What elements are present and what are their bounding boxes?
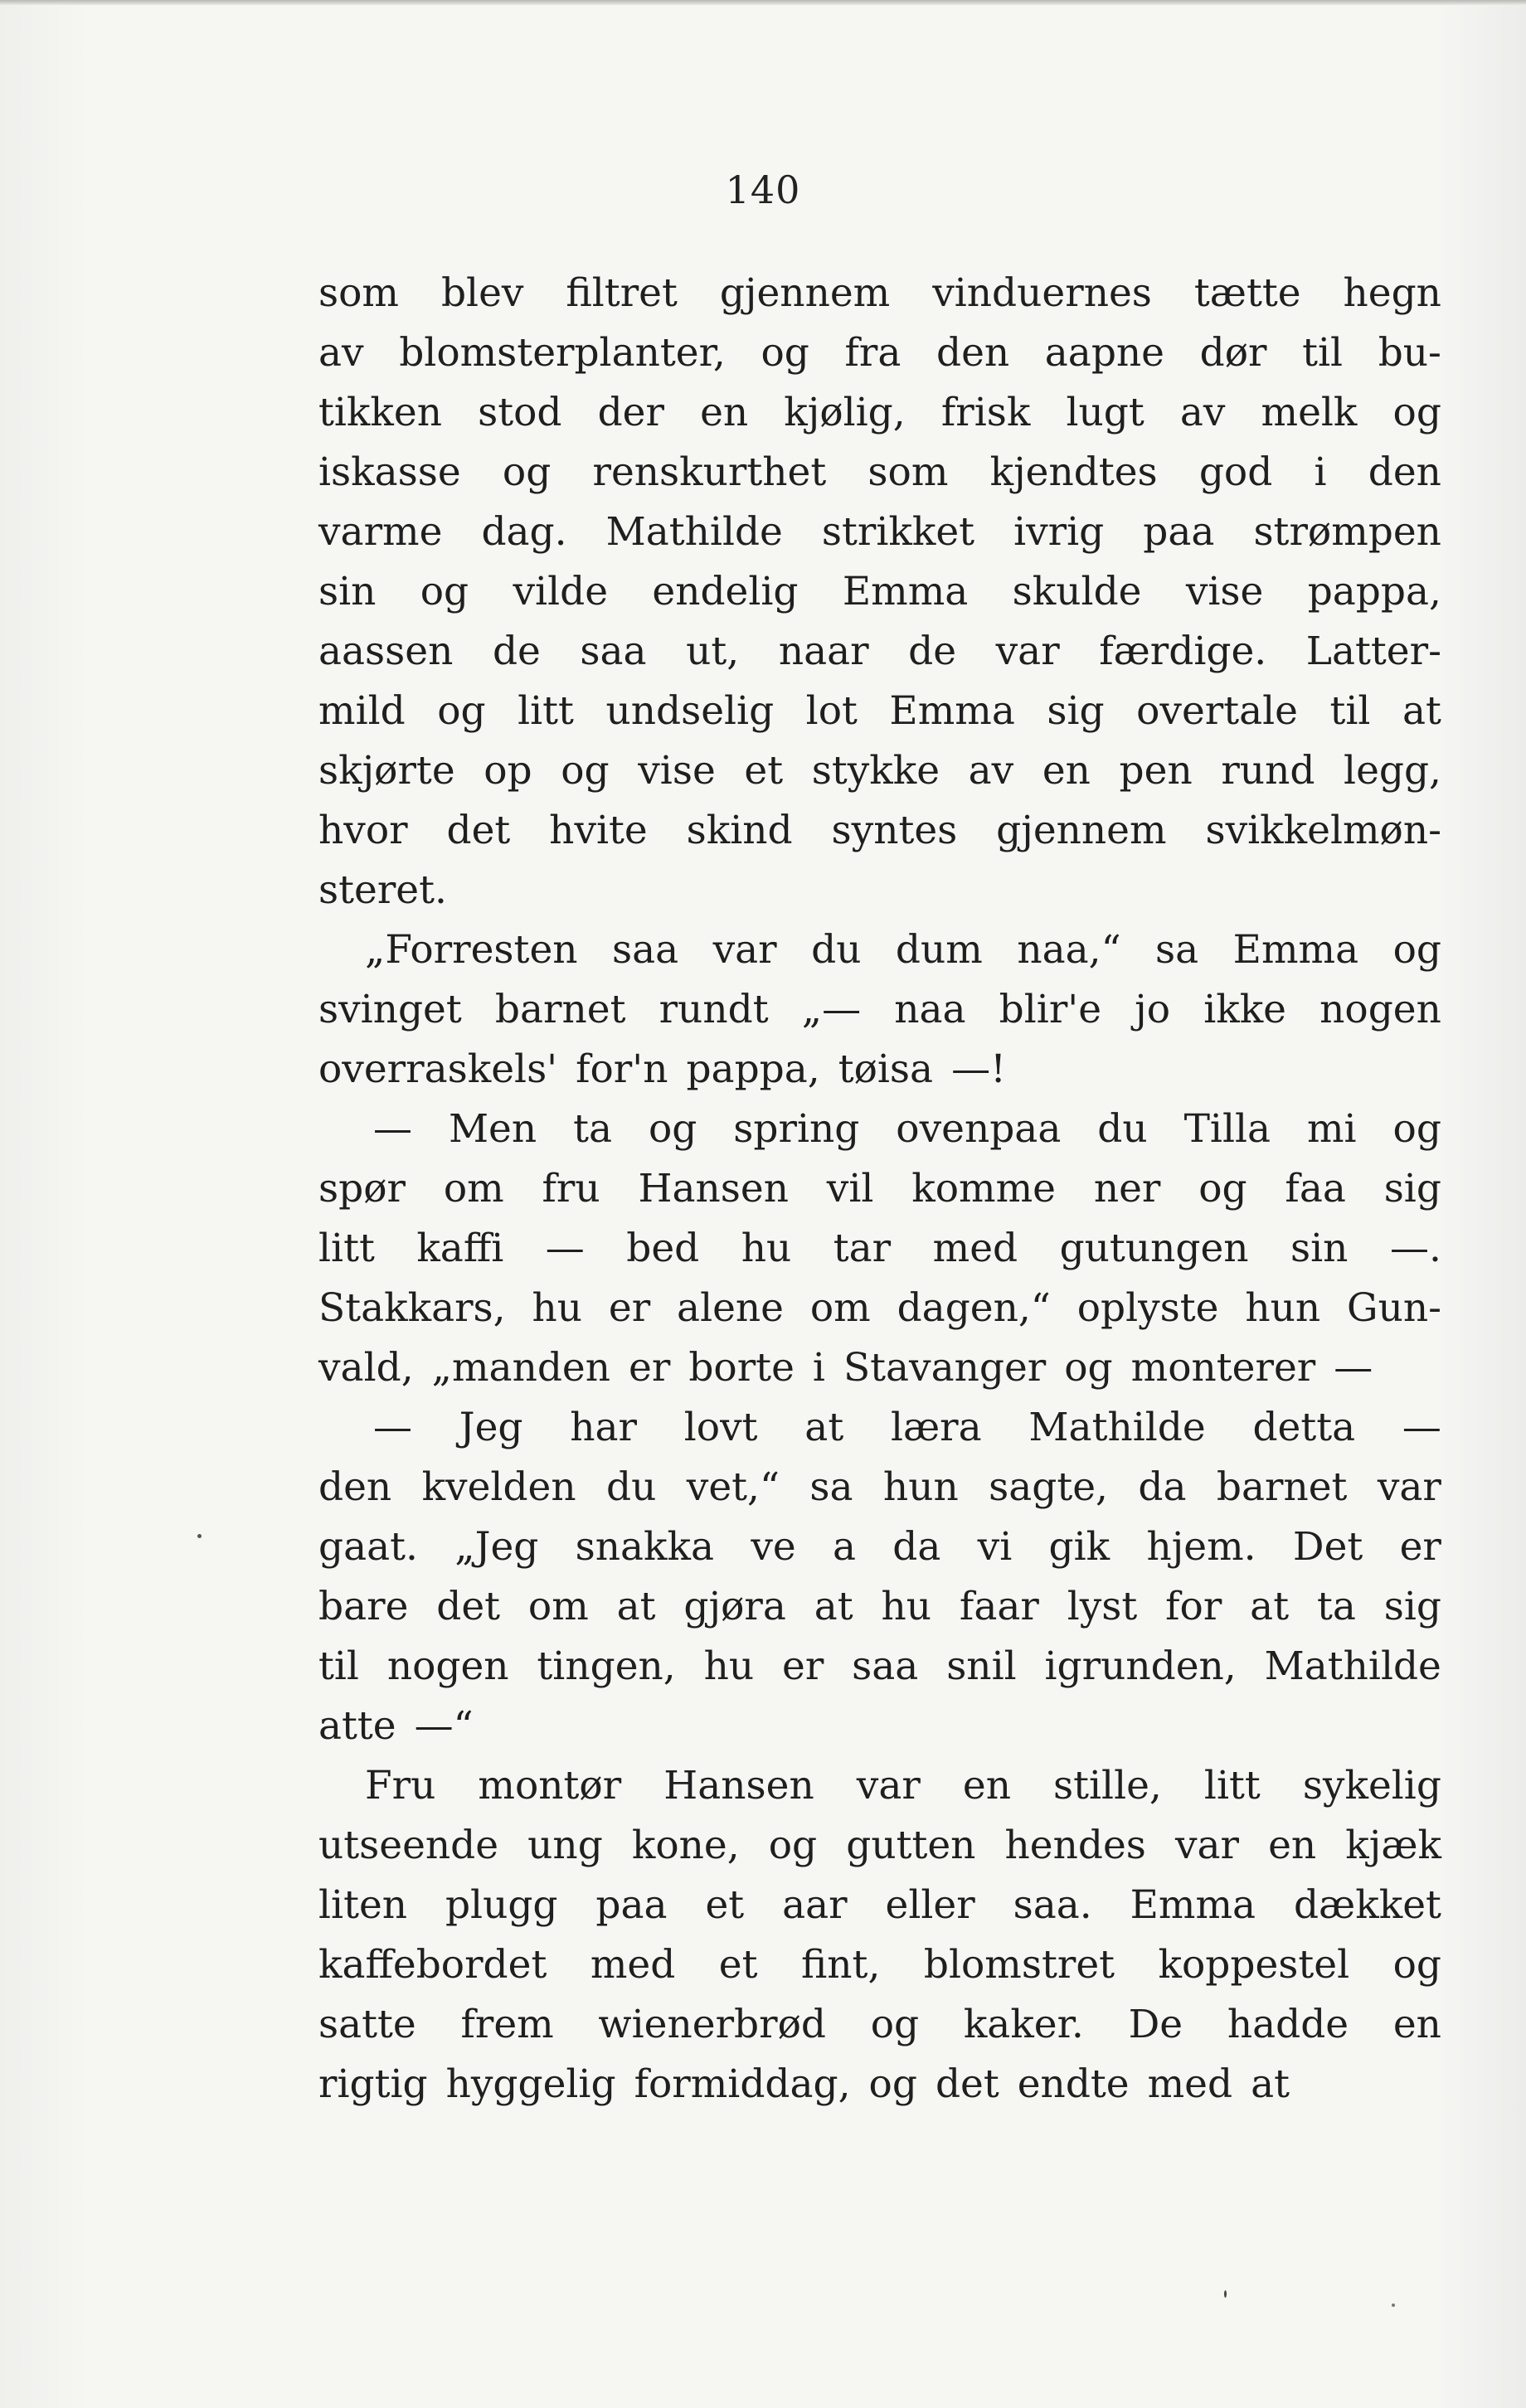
word: med	[932, 1226, 1018, 1271]
word: kjæk	[1345, 1823, 1441, 1868]
word: sig	[1383, 1584, 1441, 1629]
word: liten	[318, 1882, 408, 1928]
word: vise	[1185, 569, 1264, 614]
word: en	[962, 1763, 1011, 1808]
word: med	[1147, 2061, 1233, 2107]
word: og	[502, 449, 552, 495]
word: hu	[703, 1643, 755, 1689]
word: aar	[782, 1882, 848, 1928]
word: til	[318, 1643, 359, 1689]
word: monterer	[1130, 1345, 1316, 1391]
word: dum	[895, 927, 983, 973]
word: strikket	[821, 509, 975, 555]
word: litt	[518, 688, 574, 734]
word: „Forresten	[365, 927, 578, 973]
word: saa	[611, 927, 679, 973]
text-line	[318, 502, 1441, 562]
word: litt	[1203, 1763, 1261, 1808]
word: „Jeg	[454, 1524, 539, 1570]
word: ve	[751, 1524, 796, 1570]
word: utseende	[318, 1823, 499, 1868]
word: melk	[1261, 390, 1358, 435]
word: sin	[318, 569, 377, 614]
word: som	[318, 270, 399, 316]
word: ivrig	[1013, 509, 1105, 555]
word: stod	[478, 390, 562, 435]
word: og	[768, 1823, 818, 1868]
word: som	[867, 449, 949, 495]
word: den	[318, 1464, 392, 1510]
word: dagen,“	[897, 1285, 1051, 1331]
word: borte	[688, 1345, 795, 1391]
word: Gun-	[1347, 1285, 1441, 1331]
word: der	[597, 390, 664, 435]
word: hu	[881, 1584, 932, 1629]
word: —	[1334, 1345, 1373, 1391]
word: hadde	[1227, 2002, 1349, 2047]
word: og	[870, 2002, 920, 2047]
word: da	[892, 1524, 941, 1570]
text-line	[318, 622, 1441, 682]
word: Men	[448, 1106, 537, 1152]
text-line	[318, 741, 1441, 801]
word: og	[1392, 390, 1441, 435]
word: var	[1377, 1464, 1441, 1510]
word: tingen,	[537, 1643, 676, 1689]
text-line	[318, 383, 1441, 443]
word: er	[782, 1643, 824, 1689]
word: iskasse	[318, 449, 461, 495]
word: hvite	[549, 808, 648, 853]
word: dag.	[481, 509, 567, 555]
word: en	[1392, 2002, 1441, 2047]
text-line	[318, 1040, 1441, 1100]
word: Tilla	[1183, 1106, 1271, 1152]
text-line	[318, 1517, 1441, 1577]
word: ta	[1316, 1584, 1356, 1629]
word: og	[420, 569, 469, 614]
word: du	[811, 927, 862, 973]
word: vilde	[513, 569, 609, 614]
text-line	[318, 443, 1441, 502]
word: nogen	[1319, 987, 1441, 1032]
word: og	[1392, 927, 1441, 973]
word: det	[935, 2061, 999, 2107]
word: at	[1251, 2061, 1290, 2107]
word: snakka	[575, 1524, 715, 1570]
text-line	[318, 1876, 1441, 1935]
word: Hansen	[663, 1763, 814, 1808]
word: at	[804, 1405, 844, 1450]
word: igrunden,	[1044, 1643, 1237, 1689]
word: hu	[741, 1226, 792, 1271]
word: —	[545, 1226, 585, 1271]
text-line	[318, 1577, 1441, 1637]
word: Emma	[889, 688, 1015, 734]
page-top-edge	[0, 0, 1526, 5]
text-line	[318, 1935, 1441, 1995]
word: —“	[414, 1703, 474, 1749]
word: Fru	[365, 1763, 436, 1808]
word: alene	[677, 1285, 784, 1331]
text-line	[318, 323, 1441, 383]
word: ta	[573, 1106, 613, 1152]
word: blir'e	[999, 987, 1102, 1032]
word: i	[1314, 449, 1327, 495]
word: var	[712, 927, 777, 973]
word: gik	[1048, 1524, 1110, 1570]
word: pappa,	[686, 1046, 820, 1092]
word: saa.	[1013, 1882, 1092, 1928]
word: syntes	[831, 808, 958, 853]
page-number: 140	[725, 167, 801, 212]
word: —	[1402, 1405, 1441, 1450]
word: vise	[638, 748, 716, 794]
word: Mathilde	[605, 509, 783, 555]
word: Mathilde	[1028, 1405, 1206, 1450]
text-line	[318, 1398, 1441, 1458]
text-line	[318, 682, 1441, 741]
word: er	[608, 1285, 651, 1331]
word: at	[616, 1584, 656, 1629]
word: filtret	[566, 270, 678, 316]
word: atte	[318, 1703, 396, 1749]
word: —	[373, 1106, 412, 1152]
word: en	[1268, 1823, 1317, 1868]
text-line	[318, 1219, 1441, 1279]
word: lyst	[1067, 1584, 1138, 1629]
word: de	[908, 629, 957, 674]
word: fru	[542, 1166, 600, 1211]
word: Stakkars,	[318, 1285, 506, 1331]
word: detta	[1252, 1405, 1356, 1450]
word: svikkelmøn-	[1205, 808, 1441, 853]
word: til	[1329, 688, 1371, 734]
word: og	[761, 330, 809, 376]
word: lovt	[683, 1405, 758, 1450]
word: for'n	[576, 1046, 668, 1092]
word: kaker.	[963, 2002, 1084, 2047]
text-line	[318, 1338, 1441, 1398]
word: og	[1392, 1942, 1441, 1988]
word: bare	[318, 1584, 409, 1629]
word: gaat.	[318, 1524, 418, 1570]
text-line	[318, 1100, 1441, 1159]
word: naa,“	[1017, 927, 1121, 973]
word: gjennem	[719, 270, 891, 316]
word: kvelden	[421, 1464, 576, 1510]
word: kjølig,	[784, 390, 906, 435]
text-line	[318, 1756, 1441, 1816]
text-line	[318, 1159, 1441, 1219]
word: dør	[1199, 330, 1267, 376]
word: fra	[844, 330, 902, 376]
word: oplyste	[1076, 1285, 1219, 1331]
word: kaffebordet	[318, 1942, 547, 1988]
word: hegn	[1343, 270, 1441, 316]
word: skulde	[1012, 569, 1142, 614]
word: undselig	[605, 688, 775, 734]
word: tikken	[318, 390, 442, 435]
word: og	[1198, 1166, 1247, 1211]
word: —	[373, 1405, 412, 1450]
word: varme	[318, 509, 443, 555]
word: Emma	[1130, 1882, 1256, 1928]
word: det	[446, 808, 511, 853]
word: „manden	[431, 1345, 611, 1391]
text-line	[318, 920, 1441, 980]
word: snil	[946, 1643, 1017, 1689]
word: da	[1138, 1464, 1187, 1510]
word: sig	[1383, 1166, 1441, 1211]
word: en	[700, 390, 749, 435]
word: et	[718, 1942, 758, 1988]
text-line	[318, 1637, 1441, 1697]
text-line	[318, 861, 1441, 920]
word: plugg	[445, 1882, 558, 1928]
word: Hansen	[638, 1166, 789, 1211]
word: tætte	[1193, 270, 1301, 316]
word: montør	[478, 1763, 622, 1808]
word: jo	[1135, 987, 1171, 1032]
word: overraskels'	[318, 1046, 558, 1092]
word: av	[968, 748, 1014, 794]
word: De	[1128, 2002, 1183, 2047]
word: stille,	[1053, 1763, 1162, 1808]
word: ovenpaa	[896, 1106, 1062, 1152]
word: var	[995, 629, 1060, 674]
word: den	[1368, 449, 1441, 495]
text-line	[318, 1458, 1441, 1517]
word: overtale	[1136, 688, 1298, 734]
word: at	[1402, 688, 1441, 734]
word: god	[1198, 449, 1273, 495]
word: er	[629, 1345, 671, 1391]
word: om	[443, 1166, 504, 1211]
word: gjøra	[683, 1584, 786, 1629]
word: litt	[318, 1226, 375, 1271]
word: saa	[580, 629, 647, 674]
word: rigtig	[318, 2061, 428, 2107]
word: lugt	[1066, 390, 1144, 435]
word: faa	[1285, 1166, 1346, 1211]
word: og	[437, 688, 486, 734]
word: skjørte	[318, 748, 455, 794]
word: sagte,	[989, 1464, 1108, 1510]
word: spør	[318, 1166, 406, 1211]
word: endte	[1017, 2061, 1130, 2107]
word: blomstret	[923, 1942, 1115, 1988]
word: —.	[1389, 1226, 1441, 1271]
word: ut,	[686, 629, 740, 674]
ink-speck	[1392, 2304, 1395, 2307]
word: vet,“	[686, 1464, 780, 1510]
word: mi	[1306, 1106, 1357, 1152]
text-line	[318, 801, 1441, 861]
text-line	[318, 1995, 1441, 2055]
word: har	[570, 1405, 638, 1450]
word: og	[1064, 1345, 1113, 1391]
text-line	[318, 1697, 1441, 1756]
word: faar	[959, 1584, 1039, 1629]
word: mild	[318, 688, 406, 734]
word: du	[1097, 1106, 1148, 1152]
word: paa	[1143, 509, 1215, 555]
word: Emma	[1232, 927, 1359, 973]
word: saa	[852, 1643, 919, 1689]
word: Det	[1292, 1524, 1363, 1570]
word: naar	[778, 629, 869, 674]
word: til	[1302, 330, 1344, 376]
word: barnet	[1216, 1464, 1348, 1510]
word: om	[527, 1584, 589, 1629]
text-line	[318, 1279, 1441, 1338]
word: for	[1165, 1584, 1222, 1629]
ink-speck	[1224, 2290, 1227, 2298]
word: læra	[890, 1405, 982, 1450]
word: i	[812, 1345, 825, 1391]
word: aapne	[1044, 330, 1164, 376]
body-text	[318, 264, 1441, 2114]
word: hun	[1245, 1285, 1321, 1331]
word: ikke	[1203, 987, 1286, 1032]
word: koppestel	[1158, 1942, 1350, 1988]
word: paa	[595, 1882, 668, 1928]
text-line	[318, 1816, 1441, 1876]
word: kone,	[631, 1823, 740, 1868]
word: skind	[686, 808, 793, 853]
word: op	[484, 748, 532, 794]
word: svinget	[318, 987, 462, 1032]
word: og	[561, 748, 610, 794]
word: vinduernes	[932, 270, 1152, 316]
word: og	[1392, 1106, 1441, 1152]
word: strømpen	[1253, 509, 1441, 555]
word: a	[832, 1524, 856, 1570]
word: du	[606, 1464, 657, 1510]
word: hyggelig	[445, 2061, 616, 2107]
word: ung	[527, 1823, 603, 1868]
word: tar	[833, 1226, 892, 1271]
word: aassen	[318, 629, 454, 674]
word: Emma	[842, 569, 969, 614]
word: frem	[460, 2002, 554, 2047]
word: blomsterplanter,	[399, 330, 726, 376]
word: wienerbrød	[598, 2002, 826, 2047]
word: og	[868, 2061, 917, 2107]
word: naa	[894, 987, 966, 1032]
word: sa	[1155, 927, 1199, 973]
word: spring	[733, 1106, 860, 1152]
word: at	[814, 1584, 853, 1629]
word: vald,	[318, 1345, 414, 1391]
ink-speck	[197, 1534, 202, 1538]
word: —!	[951, 1046, 1006, 1092]
word: gjennem	[996, 808, 1167, 853]
word: av	[318, 330, 364, 376]
word: færdige.	[1099, 629, 1267, 674]
word: komme	[911, 1166, 1056, 1211]
word: pen	[1119, 748, 1193, 794]
text-line	[318, 980, 1441, 1040]
word: om	[809, 1285, 871, 1331]
word: av	[1179, 390, 1226, 435]
word: gutungen	[1059, 1226, 1249, 1271]
word: sa	[809, 1464, 853, 1510]
word: pappa,	[1307, 569, 1441, 614]
word: fint,	[800, 1942, 881, 1988]
word: var	[856, 1763, 921, 1808]
word: rund	[1221, 748, 1315, 794]
word: hu	[532, 1285, 583, 1331]
word: formiddag,	[634, 2061, 851, 2107]
word: og	[648, 1106, 697, 1152]
word: hvor	[318, 808, 408, 853]
word: hjem.	[1146, 1524, 1256, 1570]
word: stykke	[811, 748, 940, 794]
word: tøisa	[838, 1046, 934, 1092]
word: Mathilde	[1264, 1643, 1441, 1689]
word: endelig	[652, 569, 799, 614]
word: eller	[885, 1882, 975, 1928]
word: satte	[318, 2002, 416, 2047]
word: rundt	[659, 987, 769, 1032]
word: legg,	[1344, 748, 1441, 794]
word: et	[705, 1882, 745, 1928]
word: kaffi	[416, 1226, 504, 1271]
word: var	[1174, 1823, 1240, 1868]
word: lot	[805, 688, 858, 734]
word: Latter-	[1305, 629, 1441, 674]
word: den	[936, 330, 1010, 376]
text-line	[318, 562, 1441, 622]
word: vil	[826, 1166, 874, 1211]
word: sig	[1047, 688, 1105, 734]
word: kjendtes	[989, 449, 1158, 495]
word: sin	[1290, 1226, 1349, 1271]
word: gutten	[846, 1823, 976, 1868]
word: sykelig	[1302, 1763, 1441, 1808]
word: renskurthet	[592, 449, 827, 495]
word: „—	[801, 987, 862, 1032]
word: steret.	[318, 867, 447, 913]
word: nogen	[386, 1643, 509, 1689]
word: et	[744, 748, 784, 794]
word: de	[492, 629, 541, 674]
word: med	[590, 1942, 676, 1988]
word: dækket	[1293, 1882, 1441, 1928]
text-line	[318, 2055, 1441, 2114]
word: Stavanger	[843, 1345, 1047, 1391]
text-line	[318, 264, 1441, 323]
word: bu-	[1378, 330, 1441, 376]
word: vi	[977, 1524, 1013, 1570]
word: frisk	[940, 390, 1031, 435]
word: ner	[1093, 1166, 1161, 1211]
word: en	[1042, 748, 1091, 794]
word: hun	[882, 1464, 959, 1510]
word: at	[1250, 1584, 1290, 1629]
word: det	[436, 1584, 501, 1629]
word: blev	[440, 270, 524, 316]
word: Jeg	[459, 1405, 523, 1450]
word: bed	[626, 1226, 700, 1271]
word: hendes	[1004, 1823, 1146, 1868]
word: barnet	[494, 987, 626, 1032]
word: er	[1399, 1524, 1441, 1570]
